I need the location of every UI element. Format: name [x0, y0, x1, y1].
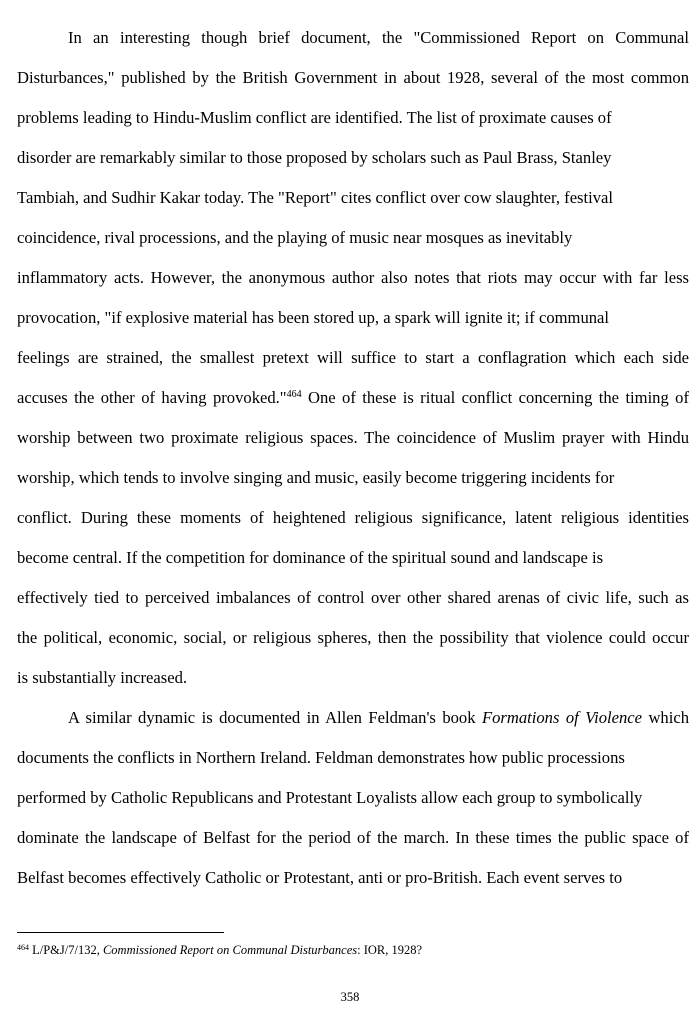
footnote-text: : IOR, 1928?	[357, 943, 423, 957]
body-line: documents the conflicts in Northern Ireland. Feldman demonstrates how public processions	[17, 748, 625, 767]
footnote-reference-464[interactable]: 464	[286, 389, 302, 400]
body-line-with-footnote-ref	[17, 382, 689, 422]
footnote-divider	[17, 932, 224, 933]
body-line: become central. If the competition for dominance of the spiritual sound and landscape is	[17, 548, 604, 567]
body-line: In an interesting though brief document, the "Commissioned Report on Communal	[68, 28, 689, 47]
body-line: coincidence, rival processions, and the playing of music near mosques as inevitably	[17, 228, 573, 247]
body-line: disorder are remarkably similar to those proposed by scholars such as Paul Brass, Stanley	[17, 148, 612, 167]
body-text: A similar dynamic is documented in Allen Feldman's book	[68, 708, 482, 727]
body-line-with-book-title	[17, 702, 689, 742]
body-line: problems leading to Hindu-Muslim conflict are identified. The list of proximate causes of	[17, 108, 612, 127]
body-line: Belfast becomes effectively Catholic or Protestant, anti or pro-British. Each event serves to	[17, 868, 623, 887]
footnote-464	[17, 942, 422, 958]
body-text: which	[642, 708, 690, 727]
body-line: performed by Catholic Republicans and Protestant Loyalists allow each group to symbolically	[17, 788, 643, 807]
body-line: provocation, "if explosive material has been stored up, a spark will ignite it; if communal	[17, 308, 610, 327]
document-body	[17, 22, 689, 902]
body-line: feelings are strained, the smallest pretext will suffice to start a conflagration which each side	[17, 348, 689, 367]
body-line: Disturbances," published by the British Government in about 1928, several of the most common	[17, 68, 689, 87]
body-line: the political, economic, social, or religious spheres, then the possibility that violence could occur	[17, 628, 689, 647]
body-text: accuses the other of having provoked."	[17, 388, 287, 407]
body-line: effectively tied to perceived imbalances of control over other shared arenas of civic life, such as	[17, 588, 689, 607]
footnote-text: L/P&J/7/132,	[29, 943, 103, 957]
footnote-number: 464	[17, 943, 29, 952]
body-line: is substantially increased.	[17, 668, 188, 687]
body-line: inflammatory acts. However, the anonymous author also notes that riots may occur with far less	[17, 268, 689, 287]
page-number: 358	[340, 990, 360, 1004]
body-line: dominate the landscape of Belfast for the period of the march. In these times the public space of	[17, 828, 689, 847]
body-line: worship, which tends to involve singing and music, easily become triggering incidents for	[17, 468, 615, 487]
book-title: Formations of Violence	[481, 708, 643, 727]
footnote-title: Commissioned Report on Communal Disturbances	[102, 943, 358, 957]
body-text: One of these is ritual conflict concerning the timing of	[301, 388, 689, 407]
body-line: conflict. During these moments of heightened religious significance, latent religious identities	[17, 508, 689, 527]
body-line: Tambiah, and Sudhir Kakar today. The "Report" cites conflict over cow slaughter, festival	[17, 188, 614, 207]
body-line: worship between two proximate religious spaces. The coincidence of Muslim prayer with Hindu	[17, 428, 689, 447]
